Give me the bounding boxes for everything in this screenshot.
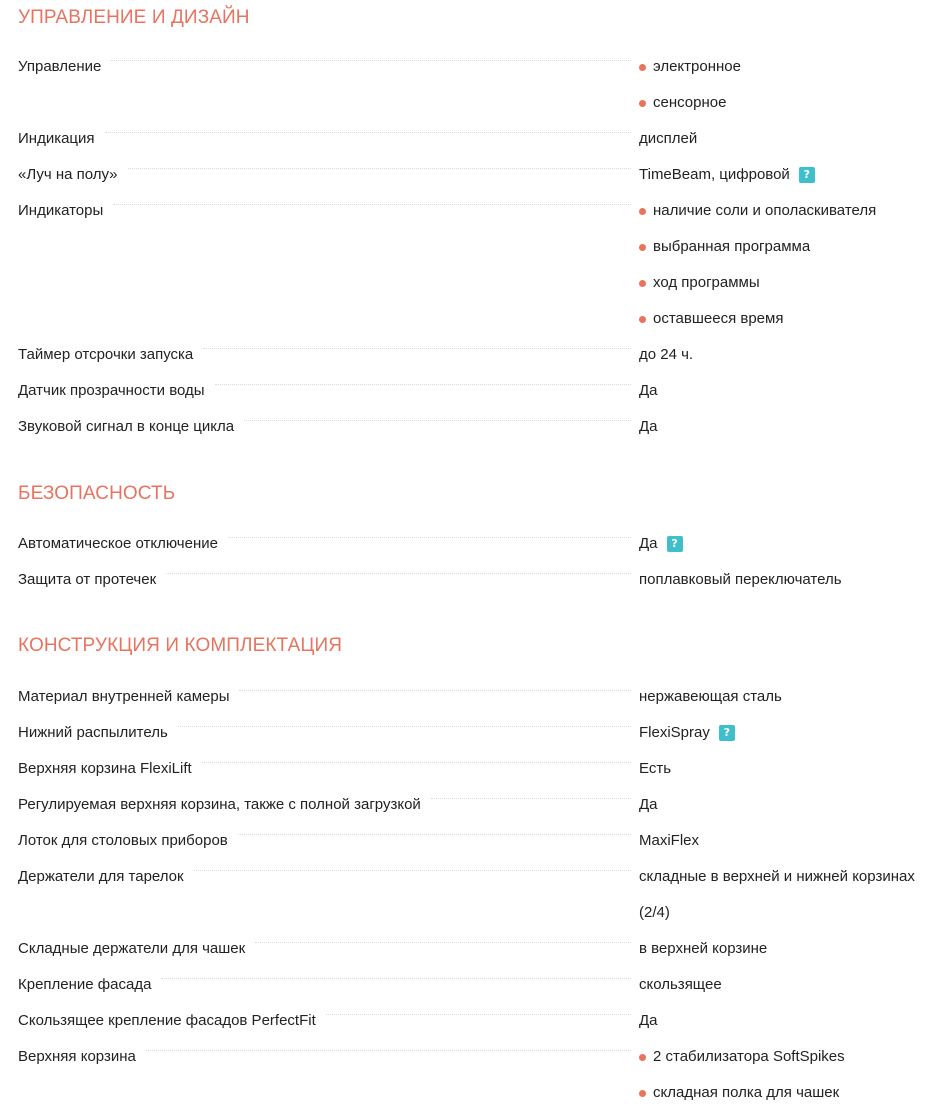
spec-row-upper-basket [18,1039,939,1111]
bullet-dot-icon [639,244,646,251]
spec-value: скользящее [639,976,722,993]
dotted-leader [203,348,631,349]
spec-value: складная полка для чашек [653,1084,840,1101]
spec-row-auto-off [18,526,939,562]
spec-value: (2/4) [639,904,670,921]
bullet-dot-icon [639,1054,646,1061]
dotted-leader [326,1014,631,1015]
section-title: КОНСТРУКЦИЯ И КОМПЛЕКТАЦИЯ [18,635,343,656]
spec-label: Датчик прозрачности воды [18,382,205,399]
dotted-leader [128,168,631,169]
spec-value: поплавковый переключатель [639,571,842,588]
spec-value: в верхней корзине [639,940,768,957]
question-mark-icon[interactable]: ? [719,725,735,741]
spec-label: Нижний распылитель [18,724,168,741]
spec-label: Верхняя корзина [18,1048,136,1065]
dotted-leader [146,1050,631,1051]
dotted-leader [239,690,631,691]
dotted-leader [166,573,631,574]
dotted-leader [238,834,631,835]
dotted-leader [215,384,631,385]
bullet-dot-icon [639,100,646,107]
spec-label: Индикация [18,130,95,147]
spec-row-indicators [18,193,939,337]
spec-value: Да [639,382,658,399]
spec-value: ход программы [653,274,760,291]
spec-row-floor-beam [18,157,939,193]
section-title: БЕЗОПАСНОСТЬ [18,483,176,504]
spec-row-leak-protection [18,562,939,598]
spec-value: до 24 ч. [639,346,694,363]
spec-row-cup-holders [18,931,939,967]
spec-label: Материал внутренней камеры [18,688,230,705]
spec-label: Защита от протечек [18,571,157,588]
question-mark-icon[interactable]: ? [799,167,815,183]
spec-row-lower-sprayer [18,715,939,751]
dotted-leader [111,60,631,61]
spec-label: Верхняя корзина FlexiLift [18,760,192,777]
section-construction [18,628,939,1101]
spec-row-indication [18,121,939,157]
dotted-leader [255,942,631,943]
spec-row-facade-mount [18,967,939,1003]
dotted-leader [431,798,631,799]
dotted-leader [202,762,631,763]
spec-label: Складные держатели для чашек [18,940,246,957]
spec-label: Регулируемая верхняя корзина, также с полной загрузкой [18,796,421,813]
dotted-leader [194,870,631,871]
spec-value: 2 стабилизатора SoftSpikes [653,1048,845,1065]
dotted-leader [113,204,631,205]
spec-value: выбранная программа [653,238,811,255]
spec-value: Да [639,418,658,435]
spec-label: Автоматическое отключение [18,535,218,552]
spec-label: Скользящее крепление фасадов PerfectFit [18,1012,316,1029]
dotted-leader [105,132,631,133]
spec-label: Лоток для столовых приборов [18,832,228,849]
spec-value: сенсорное [653,94,727,111]
spec-value: дисплей [639,130,698,147]
spec-value: электронное [653,58,741,75]
spec-value: Есть [639,760,672,777]
section-control-design [18,0,939,435]
bullet-dot-icon [639,208,646,215]
spec-value: MaxiFlex [639,832,700,849]
spec-row-flexilift [18,751,939,787]
spec-value: Да [639,1012,658,1029]
question-mark-icon[interactable]: ? [667,536,683,552]
spec-value: Да [639,535,658,552]
section-title: УПРАВЛЕНИЕ И ДИЗАЙН [18,7,250,28]
spec-row-water-sensor [18,373,939,409]
dotted-leader [178,726,631,727]
spec-row-cutlery-tray [18,823,939,859]
spec-row-delay-timer [18,337,939,373]
section-safety [18,476,939,588]
spec-row-adjustable-basket [18,787,939,823]
spec-label: Крепление фасада [18,976,152,993]
spec-label: Держатели для тарелок [18,868,184,885]
dotted-leader [161,978,631,979]
bullet-dot-icon [639,64,646,71]
spec-value: наличие соли и ополаскивателя [653,202,877,219]
spec-value: нержавеющая сталь [639,688,782,705]
spec-row-inner-material [18,679,939,715]
spec-label: Таймер отсрочки запуска [18,346,194,363]
spec-row-control [18,49,939,121]
dotted-leader [244,420,631,421]
spec-value: TimeBeam, цифровой [639,166,790,183]
bullet-dot-icon [639,316,646,323]
spec-value: FlexiSpray [639,724,710,741]
spec-row-perfectfit [18,1003,939,1039]
spec-label: Управление [18,58,102,75]
spec-value: Да [639,796,658,813]
spec-value: складные в верхней и нижней корзинах [639,868,915,885]
spec-row-end-signal [18,409,939,445]
spec-value: оставшееся время [653,310,784,327]
spec-label: «Луч на полу» [18,166,118,183]
bullet-dot-icon [639,280,646,287]
bullet-dot-icon [639,1090,646,1097]
spec-row-plate-holders [18,859,939,931]
dotted-leader [228,537,631,538]
spec-label: Индикаторы [18,202,104,219]
spec-label: Звуковой сигнал в конце цикла [18,418,235,435]
